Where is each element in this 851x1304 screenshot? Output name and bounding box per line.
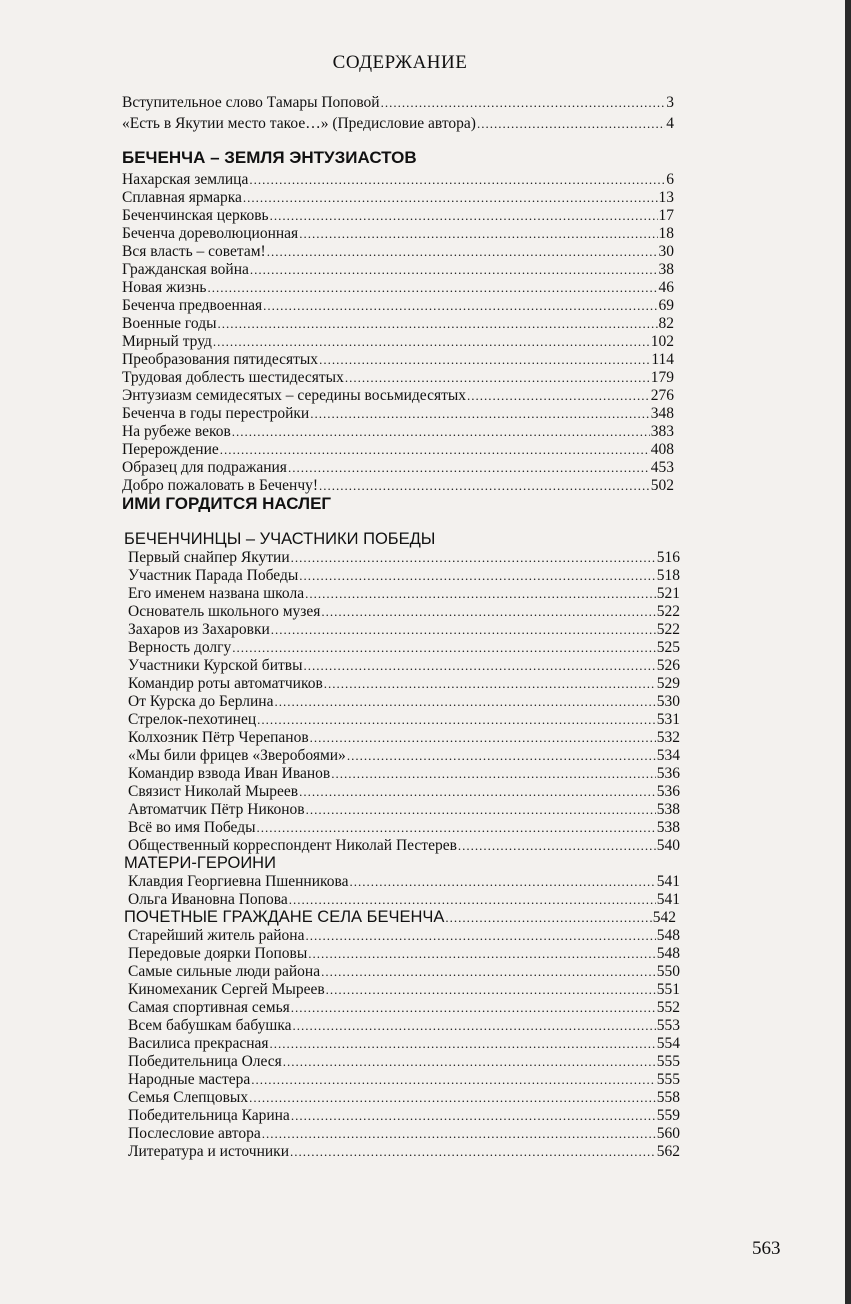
toc-entry-page: 408: [650, 441, 674, 458]
toc-entry-title: Сплавная ярмарка: [122, 189, 242, 206]
toc-entry: [128, 1125, 680, 1142]
toc-entry-title: Беченчинская церковь: [122, 207, 269, 224]
toc-entry-page: 179: [650, 369, 674, 386]
toc-entry: [128, 729, 680, 746]
toc-leader-dots: [220, 441, 650, 458]
toc-entry: [128, 1017, 680, 1034]
toc-entry: [122, 459, 674, 476]
toc-leader-dots: [270, 207, 658, 224]
toc-entry: [122, 261, 674, 278]
toc-entry: [122, 279, 674, 296]
toc-entry-page: 551: [656, 981, 680, 998]
toc-leader-dots: [308, 945, 655, 962]
toc-entry-title: Военные годы: [122, 315, 217, 332]
toc-entry-page: 548: [656, 927, 680, 944]
toc-entry-title: Мирный труд: [122, 333, 212, 350]
toc-leader-dots: [267, 243, 658, 260]
toc-entry-page: 276: [650, 387, 674, 404]
toc-entry-title: Новая жизнь: [122, 279, 207, 296]
toc-entry-page: 552: [656, 999, 680, 1016]
toc-entry-page: 30: [658, 243, 674, 260]
toc-entry-page: 38: [658, 261, 674, 278]
toc-leader-dots: [232, 639, 655, 656]
toc-entry-page: 534: [656, 747, 680, 764]
toc-entry-title: Победительница Олеся: [128, 1053, 282, 1070]
toc-entry-title: Всем бабушкам бабушка: [128, 1017, 292, 1034]
toc-entry-title: От Курска до Берлина: [128, 693, 274, 710]
toc-entry-title: Всё во имя Победы: [128, 819, 256, 836]
toc-leader-dots: [283, 1053, 656, 1070]
toc-leader-dots: [218, 315, 658, 332]
toc-entry: [128, 585, 680, 602]
toc-entry-page: 46: [658, 279, 674, 296]
toc-entry: [128, 765, 680, 782]
toc-entry-title: ИМИ ГОРДИТСЯ НАСЛЕГ: [122, 495, 332, 512]
toc-entry: [122, 243, 674, 260]
toc-leader-dots: [324, 675, 656, 692]
toc-leader-dots: [270, 1035, 656, 1052]
toc-entry: [128, 927, 680, 944]
toc-entry-page: 560: [656, 1125, 680, 1142]
toc-entry: [128, 945, 680, 962]
toc-leader-dots: [291, 549, 656, 566]
toc-leader-dots: [319, 351, 650, 368]
toc-entry-title: Трудовая доблесть шестидесятых: [122, 369, 344, 386]
toc-entry-page: 536: [656, 765, 680, 782]
toc-entry: [128, 549, 680, 566]
toc-entry-page: 516: [656, 549, 680, 566]
toc-entry: [122, 441, 674, 458]
toc-entry-title: БЕЧЕНЧИНЦЫ – УЧАСТНИКИ ПОБЕДЫ: [124, 531, 436, 548]
toc-entry: [128, 747, 680, 764]
toc-entry-page: 555: [656, 1053, 680, 1070]
toc-entry-title: Участники Курской битвы: [128, 657, 303, 674]
toc-entry-page: 536: [656, 783, 680, 800]
toc-entry-title: Командир взвода Иван Иванов: [128, 765, 331, 782]
toc-entry-page: 522: [656, 621, 680, 638]
toc-entry-title: Послесловие автора: [128, 1125, 261, 1142]
toc-entry-page: 521: [656, 585, 680, 602]
toc-entry-title: Стрелок-пехотинец: [128, 711, 257, 728]
toc-entry: [122, 189, 674, 206]
toc-entry-page: 114: [651, 351, 674, 368]
toc-leader-dots: [299, 783, 656, 800]
toc-leader-dots: [291, 999, 656, 1016]
toc-entry-title: Участник Парада Победы: [128, 567, 299, 584]
toc-entry-page: 555: [656, 1071, 680, 1088]
toc-entry-page: 529: [656, 675, 680, 692]
toc-entry: [128, 783, 680, 800]
toc-entry-title: Его именем названа школа: [128, 585, 305, 602]
toc-entry-title: Семья Слепцовых: [128, 1089, 249, 1106]
toc-entry-page: 502: [650, 477, 674, 494]
toc-leader-dots: [299, 567, 656, 584]
toc-entry: [122, 171, 674, 188]
toc-entry-title: Вся власть – советам!: [122, 243, 266, 260]
toc-entry: [122, 333, 674, 350]
toc-entry-title: Перерождение: [122, 441, 219, 458]
toc-leader-dots: [275, 693, 656, 710]
toc-entry: [128, 711, 680, 728]
toc-entry-title: Энтузиазм семидесятых – середины восьмидесятых: [122, 387, 467, 404]
toc-entry: [122, 297, 674, 314]
toc-entry-page: 453: [650, 459, 674, 476]
toc-entry: [128, 657, 680, 674]
toc-entry: [128, 873, 680, 890]
toc-entry-page: 532: [656, 729, 680, 746]
toc-entry-title: БЕЧЕНЧА – ЗЕМЛЯ ЭНТУЗИАСТОВ: [122, 149, 417, 166]
toc-entry: [128, 567, 680, 584]
toc-leader-dots: [347, 747, 656, 764]
toc-leader-dots: [232, 423, 650, 440]
toc-entry-title: Старейший житель района: [128, 927, 305, 944]
toc-entry: [122, 115, 674, 132]
toc-entry-page: 531: [656, 711, 680, 728]
toc-leader-dots: [345, 369, 650, 386]
toc-entry: [122, 351, 674, 368]
toc-entry-title: Верность долгу: [128, 639, 232, 656]
toc-leader-dots: [249, 1089, 656, 1106]
toc-entry-title: Народные мастера: [128, 1071, 251, 1088]
toc-entry: [128, 1089, 680, 1106]
toc-entry-page: 538: [656, 801, 680, 818]
toc-entry: [128, 1035, 680, 1052]
toc-entry-title: Захаров из Захаровки: [128, 621, 270, 638]
toc-entry-page: 102: [650, 333, 674, 350]
toc-entry-title: Ольга Ивановна Попова: [128, 891, 288, 908]
toc-leader-dots: [263, 297, 657, 314]
toc-entry-title: Самая спортивная семья: [128, 999, 290, 1016]
toc-section-heading: [122, 149, 674, 166]
toc-entry: [128, 621, 680, 638]
toc-leader-dots: [213, 333, 650, 350]
toc-entry-title: «Есть в Якутии место такое…» (Предисловие автора): [122, 115, 476, 132]
toc-entry: [128, 891, 680, 908]
toc-entry-page: 538: [656, 819, 680, 836]
toc-entry-page: 548: [656, 945, 680, 962]
toc-entry-page: 558: [656, 1089, 680, 1106]
toc-entry-page: 542: [652, 909, 676, 926]
toc-leader-dots: [251, 1071, 656, 1088]
toc-entry-title: Колхозник Пётр Черепанов: [128, 729, 309, 746]
toc-subsection-heading: [124, 531, 676, 548]
toc-leader-dots: [319, 477, 650, 494]
toc-entry-page: 383: [650, 423, 674, 440]
toc-entry-title: Основатель школьного музея: [128, 603, 321, 620]
toc-entry-page: 550: [656, 963, 680, 980]
toc-entry: [122, 477, 674, 494]
toc-leader-dots: [321, 963, 656, 980]
toc-entry-title: Беченча предвоенная: [122, 297, 263, 314]
toc-entry-page: 17: [658, 207, 674, 224]
toc-leader-dots: [257, 711, 656, 728]
toc-entry-page: 553: [656, 1017, 680, 1034]
toc-entry: [122, 423, 674, 440]
toc-entry-page: 559: [656, 1107, 680, 1124]
toc-entry: [128, 693, 680, 710]
toc-entry: [128, 963, 680, 980]
toc-entry: [128, 603, 680, 620]
toc-entry: [128, 999, 680, 1016]
toc-leader-dots: [290, 1143, 656, 1160]
page-edge-shadow: [845, 0, 851, 1304]
toc-entry-title: «Мы били фрицев «Зверобоями»: [128, 747, 346, 764]
toc-entry-title: Победительница Карина: [128, 1107, 290, 1124]
toc-entry-title: Василиса прекрасная: [128, 1035, 269, 1052]
toc-leader-dots: [381, 94, 666, 111]
toc-entry: [128, 639, 680, 656]
toc-entry-page: 525: [656, 639, 680, 656]
toc-leader-dots: [262, 1125, 656, 1142]
toc-entry-title: Гражданская война: [122, 261, 249, 278]
toc-leader-dots: [445, 909, 651, 926]
toc-entry-page: 82: [658, 315, 674, 332]
toc-entry-page: 530: [656, 693, 680, 710]
toc-entry-page: 522: [656, 603, 680, 620]
toc-entry-title: Добро пожаловать в Беченчу!: [122, 477, 319, 494]
toc-entry: [122, 387, 674, 404]
toc-leader-dots: [305, 585, 656, 602]
toc-leader-dots: [331, 765, 656, 782]
toc-entry: [128, 1053, 680, 1070]
toc-entry-title: МАТЕРИ-ГЕРОИНИ: [124, 855, 276, 872]
toc-entry-title: Общественный корреспондент Николай Пестерев: [128, 837, 457, 854]
toc-entry-page: 540: [656, 837, 680, 854]
toc-leader-dots: [350, 873, 656, 890]
toc-leader-dots: [243, 189, 658, 206]
toc-leader-dots: [288, 459, 650, 476]
page-title: СОДЕРЖАНИЕ: [332, 52, 468, 73]
toc-entry-page: 541: [656, 891, 680, 908]
toc-leader-dots: [477, 115, 665, 132]
toc-entry: [128, 675, 680, 692]
toc-leader-dots: [458, 837, 656, 854]
toc-leader-dots: [250, 261, 658, 278]
toc-entry: [128, 1071, 680, 1088]
toc-entry-page: 18: [658, 225, 674, 242]
toc-entry-title: Киномеханик Сергей Мыреев: [128, 981, 325, 998]
toc-entry-title: Беченча в годы перестройки: [122, 405, 310, 422]
toc-entry-title: Клавдия Георгиевна Пшенникова: [128, 873, 349, 890]
toc-entry-page: 4: [666, 115, 674, 132]
toc-leader-dots: [467, 387, 650, 404]
toc-leader-dots: [321, 603, 655, 620]
toc-entry-title: Беченча дореволюционная: [122, 225, 299, 242]
toc-leader-dots: [249, 171, 665, 188]
toc-entry-title: Нахарская землица: [122, 171, 249, 188]
toc-entry: [128, 1107, 680, 1124]
toc-entry-page: 562: [656, 1143, 680, 1160]
toc-entry-title: Преобразования пятидесятых: [122, 351, 319, 368]
toc-subsection-heading: [124, 909, 676, 926]
toc-leader-dots: [299, 225, 657, 242]
toc-leader-dots: [306, 927, 656, 944]
toc-entry-title: Командир роты автоматчиков: [128, 675, 323, 692]
toc-leader-dots: [207, 279, 657, 296]
toc-entry: [122, 225, 674, 242]
toc-entry: [122, 405, 674, 422]
toc-entry-title: Литература и источники: [128, 1143, 289, 1160]
toc-subsection-heading: [124, 855, 676, 872]
page-number: 563: [752, 1238, 781, 1259]
toc-entry-page: 3: [666, 94, 674, 111]
toc-entry: [122, 207, 674, 224]
toc-leader-dots: [310, 729, 656, 746]
toc-entry-page: 554: [656, 1035, 680, 1052]
toc-leader-dots: [310, 405, 650, 422]
toc-entry-page: 518: [656, 567, 680, 584]
toc-entry: [128, 1143, 680, 1160]
toc-entry-title: Самые сильные люди района: [128, 963, 321, 980]
toc-entry: [122, 369, 674, 386]
toc-entry-page: 13: [658, 189, 674, 206]
toc-leader-dots: [271, 621, 656, 638]
toc-entry-title: Первый снайпер Якутии: [128, 549, 290, 566]
toc-section-heading: [122, 495, 674, 512]
toc-entry: [128, 819, 680, 836]
toc-entry-title: Связист Николай Мыреев: [128, 783, 299, 800]
toc-leader-dots: [291, 1107, 656, 1124]
toc-leader-dots: [306, 801, 656, 818]
toc-entry-title: Образец для подражания: [122, 459, 287, 476]
toc-entry-title: Передовые доярки Поповы: [128, 945, 308, 962]
toc-leader-dots: [304, 657, 656, 674]
toc-entry: [128, 801, 680, 818]
toc-entry-page: 348: [650, 405, 674, 422]
toc-entry: [128, 981, 680, 998]
toc-entry: [122, 94, 674, 111]
toc-entry-title: На рубеже веков: [122, 423, 231, 440]
toc-entry-title: ПОЧЕТНЫЕ ГРАЖДАНЕ СЕЛА БЕЧЕНЧА: [124, 909, 445, 926]
toc-leader-dots: [293, 1017, 656, 1034]
toc-entry: [122, 315, 674, 332]
toc-entry-title: Вступительное слово Тамары Поповой: [122, 94, 380, 111]
toc-entry-page: 69: [658, 297, 674, 314]
toc-entry-page: 526: [656, 657, 680, 674]
toc-leader-dots: [257, 819, 656, 836]
toc-leader-dots: [289, 891, 656, 908]
toc-entry-page: 6: [666, 171, 674, 188]
toc-leader-dots: [326, 981, 656, 998]
toc-entry-page: 541: [656, 873, 680, 890]
toc-entry-title: Автоматчик Пётр Никонов: [128, 801, 305, 818]
toc-entry: [128, 837, 680, 854]
